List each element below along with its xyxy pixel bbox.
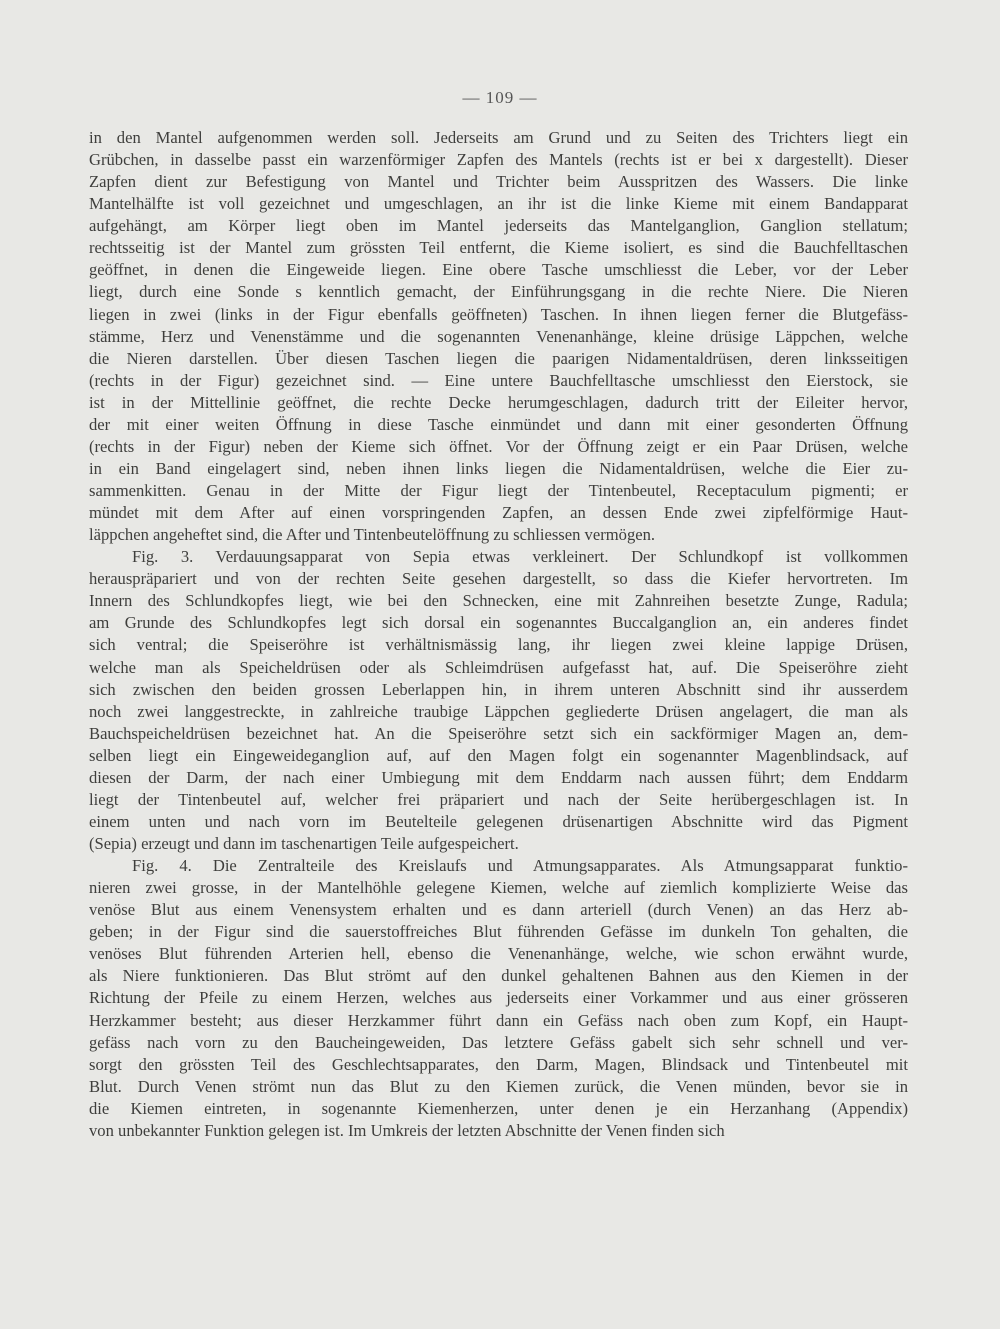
text-line: herauspräpariert und von der rechten Seite gesehen dargestellt, so dass die Kiefer hervortreten. Im <box>89 569 908 589</box>
text-line: Zapfen dient zur Befestigung von Mantel und Trichter beim Ausspritzen des Wassers. Die linke <box>89 172 908 192</box>
text-line: Herzkammer besteht; aus dieser Herzkammer führt dann ein Gefäss nach oben zum Kopf, ein Haupt- <box>89 1010 908 1030</box>
text-line: geöffnet, in denen die Eingeweide liegen. Eine obere Tasche umschliesst die Leber, vor der Leber <box>89 260 908 280</box>
text-line: selben liegt ein Eingeweideganglion auf, auf den Magen folgt ein sogenannter Magenblindsack, auf <box>89 745 908 765</box>
text-line: in ein Band eingelagert sind, neben ihnen links liegen die Nidamentaldrüsen, welche die Eier zu- <box>89 458 908 478</box>
text-line: am Grunde des Schlundkopfes legt sich dorsal ein sogenanntes Buccalganglion an, ein anderes findet <box>89 613 908 633</box>
text-line: sich zwischen den beiden grossen Leberlappen hin, in ihrem unteren Abschnitt sind ihr ausserdem <box>89 679 908 699</box>
text-line: läppchen angeheftet sind, die After und Tintenbeutelöffnung zu schliessen vermögen. <box>89 525 656 545</box>
text-line: (Sepia) erzeugt und dann im taschenartigen Teile aufgespeichert. <box>89 834 519 853</box>
text-line: (rechts in der Figur) gezeichnet sind. — Eine untere Bauchfelltasche umschliesst den Eierstock, sie <box>89 370 908 390</box>
text-line: von unbekannter Funktion gelegen ist. Im Umkreis der letzten Abschnitte der Venen finden sich <box>89 1120 725 1140</box>
text-line: liegen in zwei (links in der Figur ebenfalls geöffneten) Taschen. In ihnen liegen ferner die Blutgefäss- <box>89 304 908 324</box>
text-line: Richtung der Pfeile zu einem Herzen, welches aus jederseits einer Vorkammer und aus einer grösseren <box>89 988 908 1008</box>
text-line: die Nieren darstellen. Über diesen Taschen liegen die paarigen Nidamentaldrüsen, deren linksseitigen <box>89 348 908 368</box>
text-line: Grübchen, in dasselbe passt ein warzenförmiger Zapfen des Mantels (rechts ist er bei x dargestellt). Dieser <box>89 150 908 170</box>
text-line: Fig. 4. Die Zentralteile des Kreislaufs und Atmungsapparates. Als Atmungsapparat funktio- <box>132 856 908 876</box>
text-line: aufgehängt, am Körper liegt oben im Mantel jederseits das Mantelganglion, Ganglion stellatum; <box>89 216 908 236</box>
text-line: Blut. Durch Venen strömt nun das Blut zu den Kiemen zurück, die Venen münden, bevor sie in <box>89 1076 908 1096</box>
text-line: der mit einer weiten Öffnung in diese Tasche einmündet und dann mit einer gesonderten Öffnung <box>89 414 908 434</box>
text-line: einem unten und nach vorn im Beutelteile gelegenen drüsenartigen Abschnitte wird das Pigment <box>89 811 908 831</box>
text-line: rechtsseitig ist der Mantel zum grössten Teil entfernt, die Kieme isoliert, es sind die Bauchfelltaschen <box>89 238 908 258</box>
text-line: welche man als Speicheldrüsen oder als Schleimdrüsen aufgefasst hat, auf. Die Speiseröhre zieht <box>89 657 908 677</box>
text-line: ist in der Mittellinie geöffnet, die rechte Decke herumgeschlagen, dadurch tritt der Eileiter hervor, <box>89 392 908 412</box>
text-line: Fig. 3. Verdauungsapparat von Sepia etwas verkleinert. Der Schlundkopf ist vollkommen <box>132 547 908 567</box>
text-line: venöse Blut aus einem Venensystem erhalten und es dann arteriell (durch Venen) an das Herz ab- <box>89 900 908 920</box>
text-line: als Niere funktionieren. Das Blut strömt auf den dunkel gehaltenen Bahnen aus den Kiemen in der <box>89 966 908 986</box>
text-line: Mantelhälfte ist voll gezeichnet und umgeschlagen, an ihr ist die linke Kieme mit einem Bandapparat <box>89 194 908 214</box>
text-line: sich ventral; die Speiseröhre ist verhältnismässig lang, ihr liegen zwei kleine lappige Drüsen, <box>89 635 908 655</box>
page-number: — 109 — <box>462 88 538 107</box>
text-line: diesen der Darm, der nach einer Umbiegung mit dem Enddarm nach aussen führt; dem Enddarm <box>89 767 908 787</box>
text-line: stämme, Herz und Venenstämme und die sogenannten Venenanhänge, kleine drüsige Läppchen, welche <box>89 326 908 346</box>
text-line: geben; in der Figur sind die sauerstoffreiches Blut führenden Gefässe im dunkeln Ton gehalten, die <box>89 922 908 942</box>
text-line: mündet mit dem After auf einen vorspringenden Zapfen, an dessen Ende zwei zipfelförmige Haut- <box>89 503 908 523</box>
text-line: liegt der Tintenbeutel auf, welcher frei präpariert und nach der Seite herübergeschlagen ist. In <box>89 789 908 809</box>
text-line: venöses Blut führenden Arterien hell, ebenso die Venenanhänge, welche, wie schon erwähnt wurde, <box>89 944 908 964</box>
text-line: in den Mantel aufgenommen werden soll. Jederseits am Grund und zu Seiten des Trichters liegt ein <box>89 128 908 147</box>
text-line: sorgt den grössten Teil des Geschlechtsapparates, den Darm, Magen, Blindsack und Tintenbeutel mit <box>89 1054 908 1074</box>
text-line: sammenkitten. Genau in der Mitte der Figur liegt der Tintenbeutel, Receptaculum pigmenti; er <box>89 481 908 500</box>
body-text <box>89 127 908 1142</box>
text-line: (rechts in der Figur) neben der Kieme sich öffnet. Vor der Öffnung zeigt er ein Paar Drüsen, welche <box>89 436 908 456</box>
text-line: die Kiemen eintreten, in sogenannte Kiemenherzen, unter denen je ein Herzanhang (Appendix) <box>89 1098 908 1118</box>
text-line: Bauchspeicheldrüsen bezeichnet hat. An die Speiseröhre setzt sich ein sackförmiger Magen an, dem- <box>89 723 908 743</box>
text-line: Innern des Schlundkopfes liegt, wie bei den Schnecken, eine mit Zahnreihen besetzte Zunge, Radula; <box>89 591 908 611</box>
text-line: noch zwei langgestreckte, in zahlreiche traubige Läppchen gegliederte Drüsen angelagert, die man als <box>89 701 908 721</box>
text-line: nieren zwei grosse, in der Mantelhöhle gelegene Kiemen, welche auf ziemlich komplizierte Weise das <box>89 878 908 898</box>
text-line: gefäss nach vorn zu den Baucheingeweiden, Das letztere Gefäss gabelt sich sehr schnell und ver- <box>89 1032 908 1052</box>
text-line: liegt, durch eine Sonde s kenntlich gemacht, der Einführungsgang in die rechte Niere. Die Nieren <box>89 282 908 302</box>
